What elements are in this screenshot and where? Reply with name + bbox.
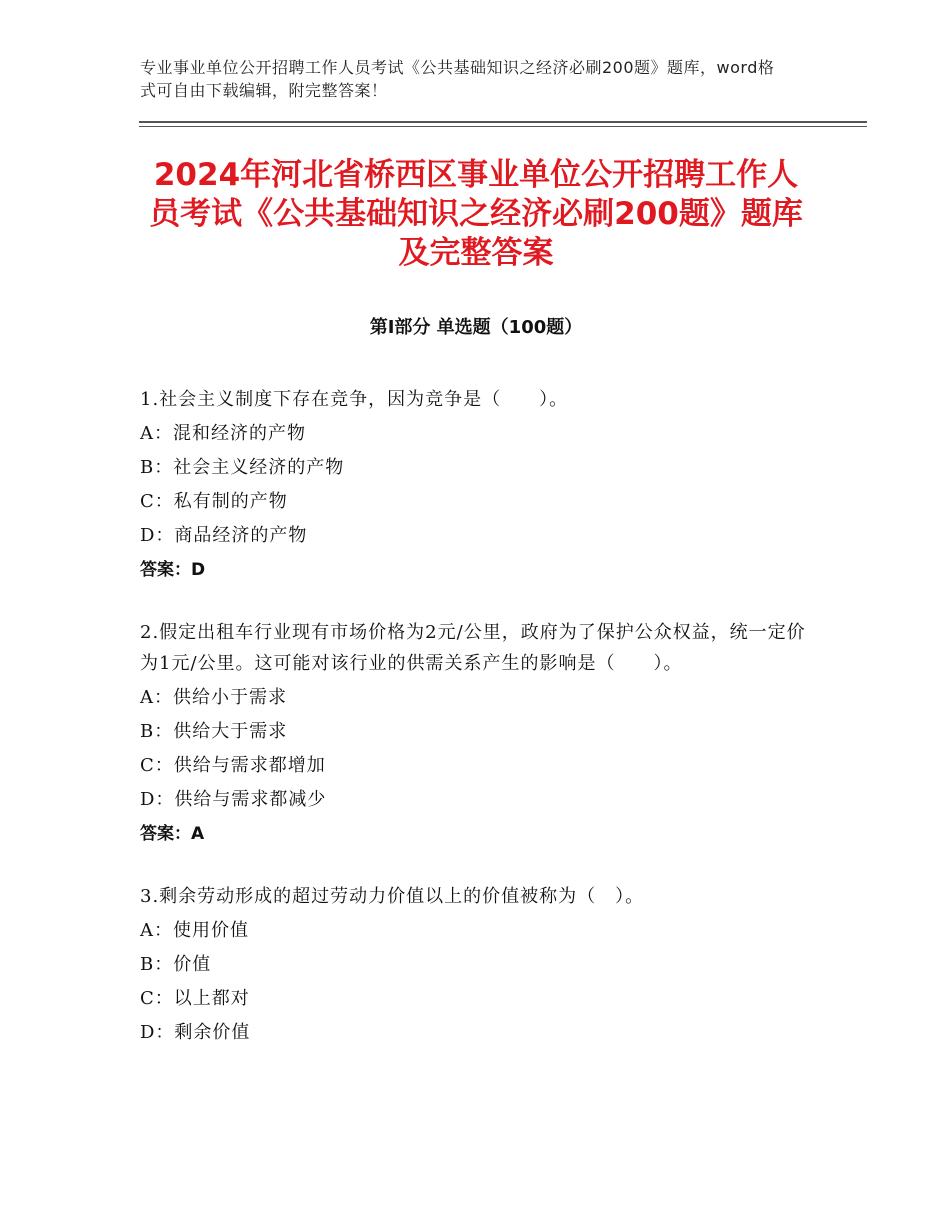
answer: 答案：A (140, 824, 205, 844)
question-stem: 2.假定出租车行业现有市场价格为2元/公里，政府为了保护公众权益，统一定价为1元/公里。这可能对该行业的供需关系产生的影响是（ ）。 (140, 622, 806, 674)
option-d: D：供给与需求都减少 (140, 789, 327, 810)
option-d: D：剩余价值 (140, 1022, 251, 1043)
option-b: B：供给大于需求 (140, 721, 288, 742)
option-d: D：商品经济的产物 (140, 525, 308, 546)
option-a: A：供给小于需求 (140, 687, 287, 708)
document-title: 2024年河北省桥西区事业单位公开招聘工作人员考试《公共基础知识之经济必刷200题》题库及完整答案 (149, 157, 803, 271)
option-c: C：私有制的产物 (140, 491, 288, 512)
option-a: A：混和经济的产物 (140, 423, 306, 444)
question-list (140, 382, 812, 1078)
header-rule-thin (139, 126, 867, 127)
option-c: C：以上都对 (140, 988, 250, 1009)
section-title: 第Ⅰ部分 单选题（100题） (369, 317, 583, 338)
option-b: B：价值 (140, 954, 212, 975)
header-rule-thick (139, 121, 867, 123)
answer: 答案：D (140, 560, 206, 580)
option-c: C：供给与需求都增加 (140, 755, 326, 776)
question-stem: 1.社会主义制度下存在竞争，因为竞争是（ ）。 (140, 389, 569, 410)
option-a: A：使用价值 (140, 920, 249, 941)
question-2 (140, 615, 812, 851)
question-1 (140, 382, 812, 587)
question-stem: 3.剩余劳动形成的超过劳动力价值以上的价值被称为（ ）。 (140, 886, 645, 907)
option-b: B：社会主义经济的产物 (140, 457, 345, 478)
question-3 (140, 879, 812, 1050)
header-note: 专业事业单位公开招聘工作人员考试《公共基础知识之经济必刷200题》题库，word格式可自由下载编辑，附完整答案！ (140, 58, 775, 100)
